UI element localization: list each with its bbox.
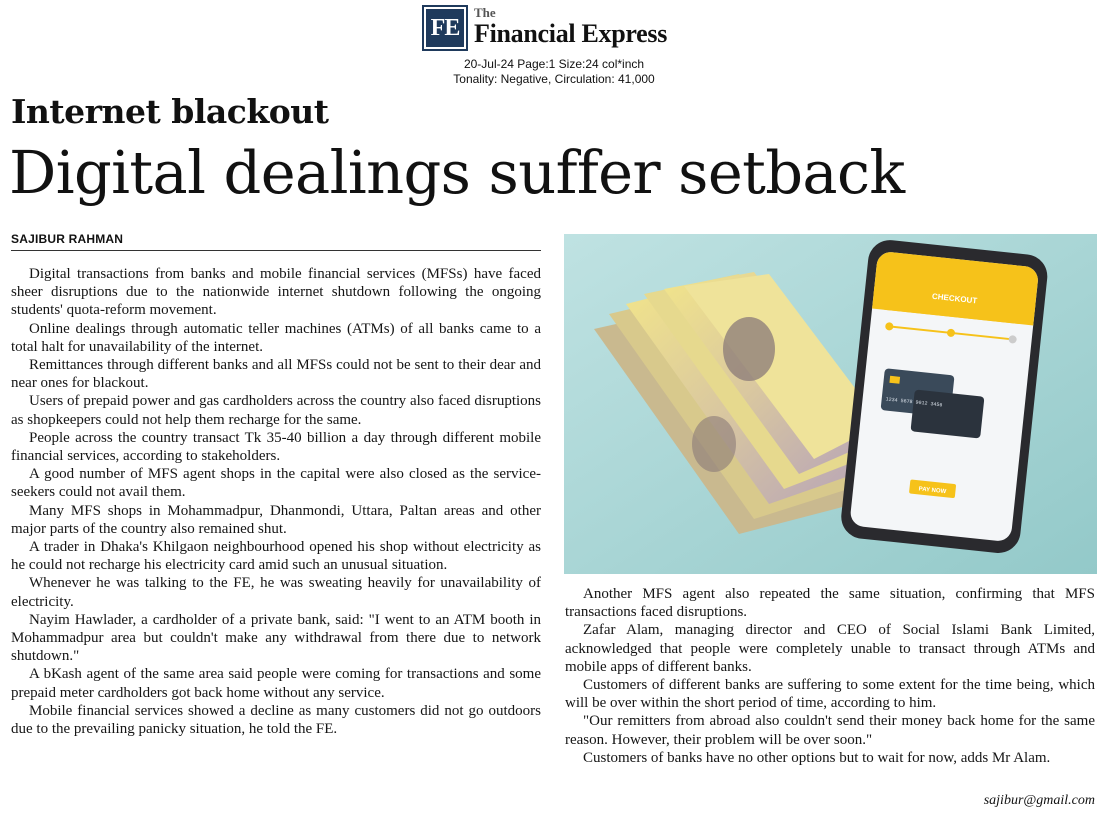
paragraph: Whenever he was talking to the FE, he was sweating heavily for unavailability of electricity. xyxy=(11,575,541,610)
article-headline: Digital dealings suffer setback xyxy=(9,138,905,207)
paragraph: People across the country transact Tk 35-40 billion a day through different mobile financial services, according to stakeholders. xyxy=(11,429,541,465)
paragraph: Users of prepaid power and gas cardholders across the country also faced disruptions as shopkeepers could not help them recharge for the same. xyxy=(11,393,541,428)
card-number: 1234 5678 9012 3456 xyxy=(885,396,943,409)
byline-rule xyxy=(11,250,541,251)
pay-button-label: PAY NOW xyxy=(918,486,947,496)
smartphone xyxy=(839,238,1049,555)
paragraph: Online dealings through automatic teller machines (ATMs) of all banks came to a total halt for unavailability of the internet. xyxy=(11,320,541,355)
newspaper-name: Financial Express xyxy=(474,19,668,48)
paragraph: Customers of different banks are suffering to some extent for the time being, which will be over within the short period of time, according to him. xyxy=(565,677,1095,712)
article-column-left xyxy=(11,265,541,738)
clipping-meta-date: 20-Jul-24 Page:1 Size:24 col*inch xyxy=(463,57,645,71)
byline: SAJIBUR RAHMAN xyxy=(11,232,124,246)
checkout-title: CHECKOUT xyxy=(931,291,978,306)
paragraph: A good number of MFS agent shops in the capital were also closed as the service-seekers could not avail them. xyxy=(11,466,541,501)
clipping-meta-tonality: Tonality: Negative, Circulation: 41,000 xyxy=(453,72,655,86)
paragraph: A trader in Dhaka's Khilgaon neighbourhood opened his shop without electricity as he could not recharge his electricity card amid such an unusual situation. xyxy=(11,539,541,574)
paragraph: Mobile financial services showed a decline as many customers did not go outdoors due to the prevailing panicky situation, he told the FE. xyxy=(11,702,541,738)
article-column-right xyxy=(565,585,1095,767)
paragraph: Zafar Alam, managing director and CEO of Social Islami Bank Limited, acknowledged that people were completely unable to transact through ATMs and mobile apps of different banks. xyxy=(565,622,1095,675)
paragraph: Customers of banks have no other options but to wait for now, adds Mr Alam. xyxy=(583,749,1051,766)
paragraph: Digital transactions from banks and mobile financial services (MFSs) have faced sheer disruptions due to the nationwide internet shutdown following the ongoing students' quota-reform movement. xyxy=(11,266,541,319)
paragraph: Nayim Hawlader, a cardholder of a private bank, said: "I went to an ATM booth in Mohammadpur area but couldn't make any withdrawal from there due to network shutdown." xyxy=(11,611,541,665)
article-photo xyxy=(564,234,1097,574)
masthead xyxy=(422,5,722,55)
article-kicker: Internet blackout xyxy=(11,92,329,131)
paragraph: A bKash agent of the same area said people were coming for transactions and some prepaid meter cardholders got back home without any service. xyxy=(11,666,541,701)
paragraph: Many MFS shops in Mohammadpur, Dhanmondi, Uttara, Paltan areas and other major parts of the country also remained shut. xyxy=(11,502,541,537)
fe-logo: FE xyxy=(422,5,468,51)
masthead-the: The xyxy=(474,5,496,20)
author-email[interactable]: sajibur@gmail.com xyxy=(983,793,1095,808)
paragraph: "Our remitters from abroad also couldn't send their money back home for the same reason. However, their problem will be over soon." xyxy=(565,713,1095,748)
paragraph: Remittances through different banks and all MFSs could not be sent to their dear and near ones for blackout. xyxy=(11,357,541,392)
banknotes-and-phone-illustration xyxy=(564,234,1097,574)
paragraph: Another MFS agent also repeated the same situation, confirming that MFS transactions faced disruptions. xyxy=(565,586,1095,621)
